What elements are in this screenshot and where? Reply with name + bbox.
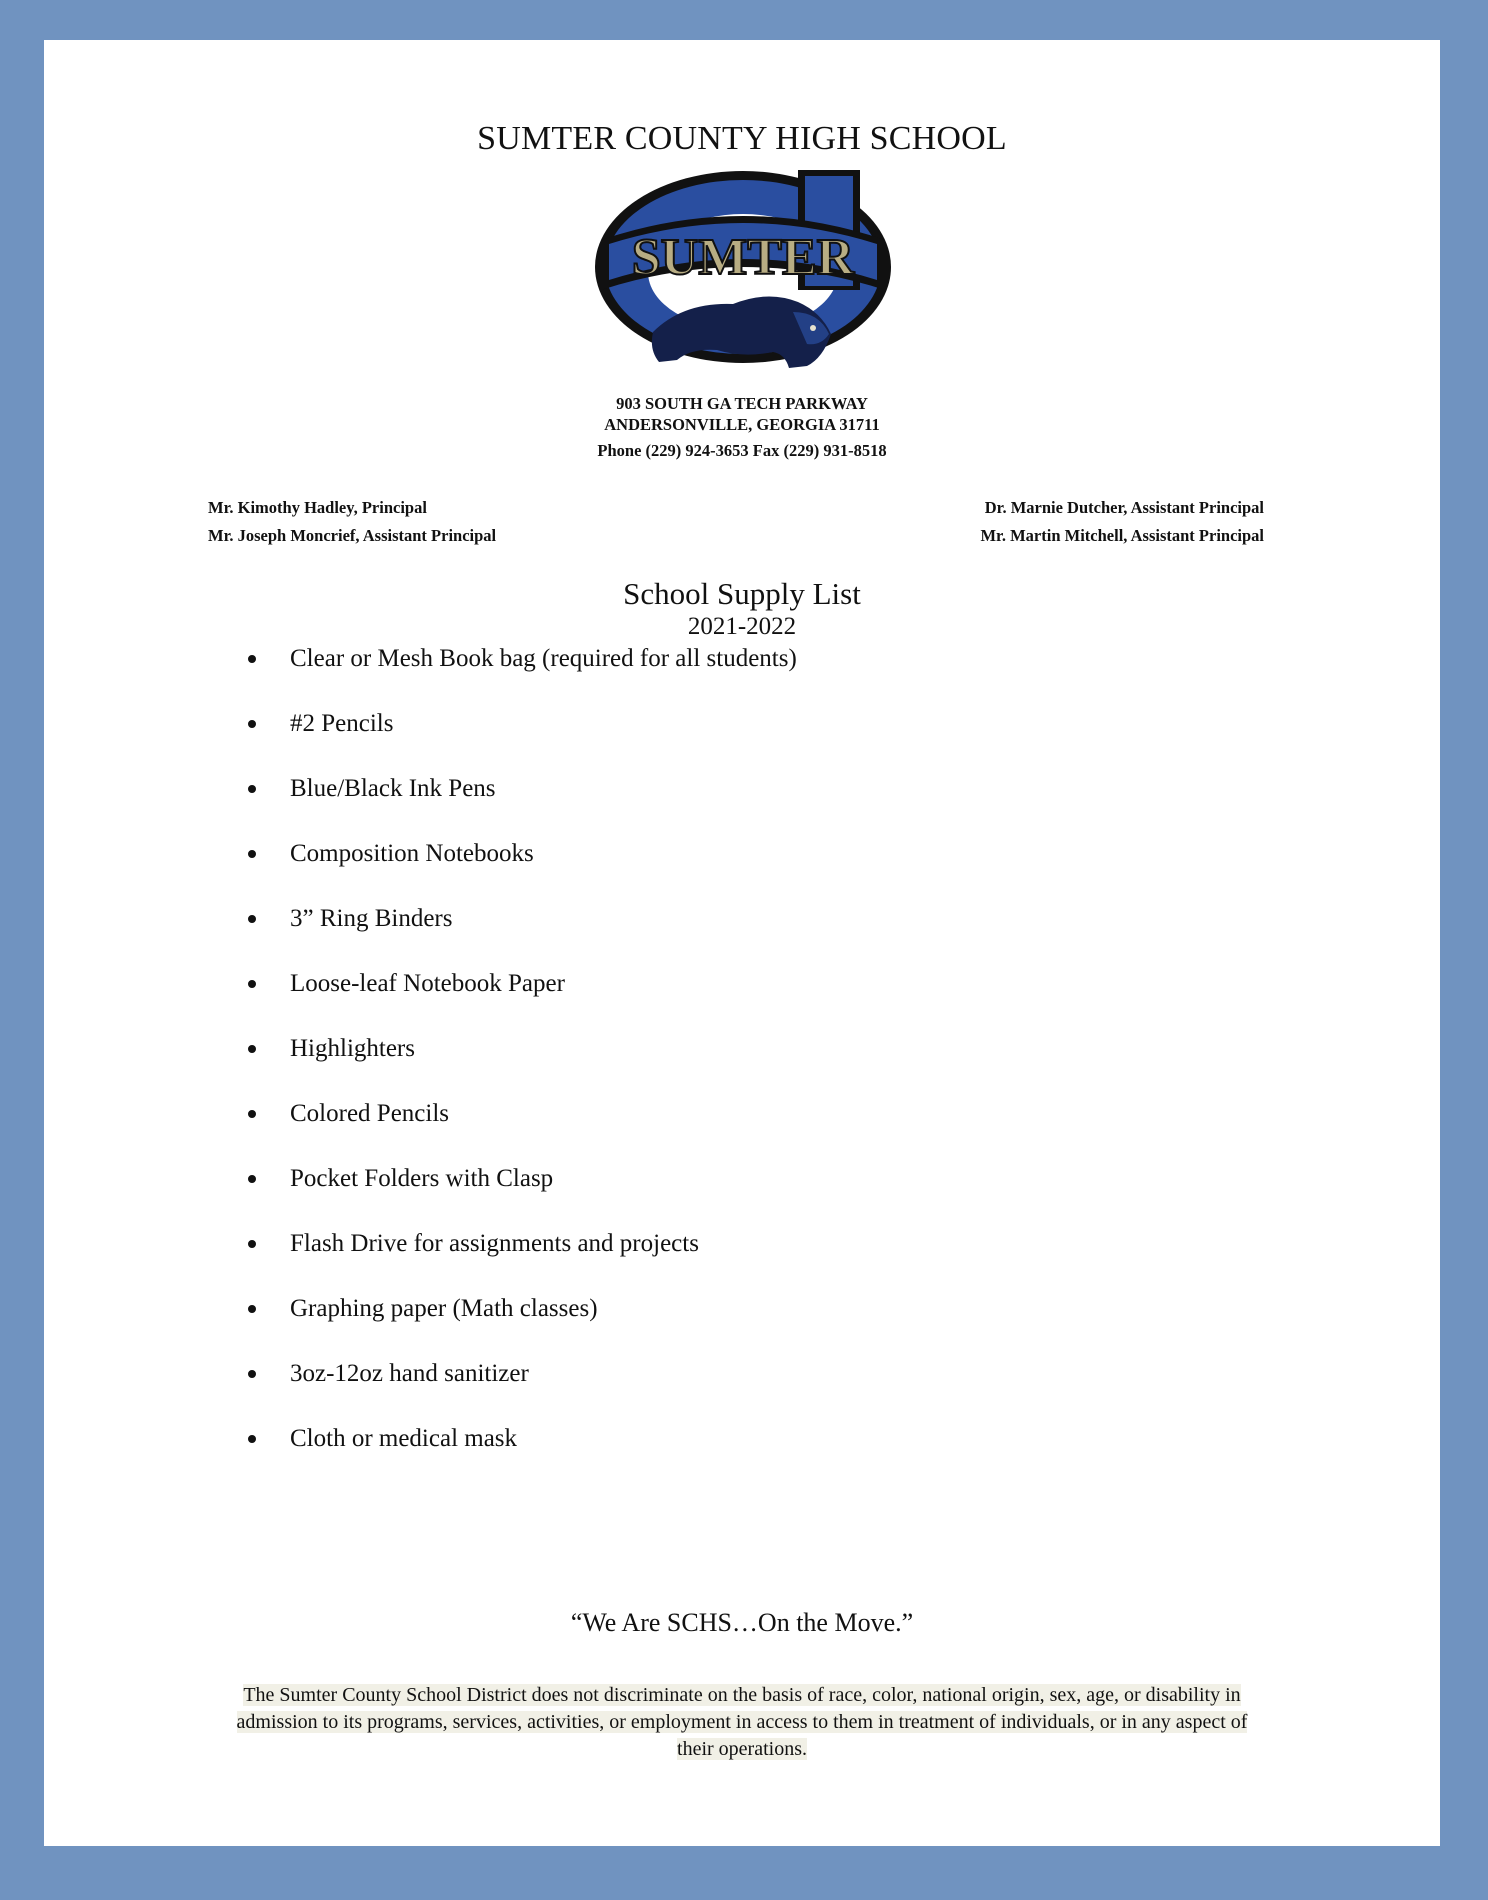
assistant-principal-name: Dr. Marnie Dutcher, Assistant Principal	[984, 498, 1264, 517]
bullet-icon	[248, 980, 256, 988]
school-address	[44, 393, 1440, 461]
school-name: SUMTER COUNTY HIGH SCHOOL	[477, 120, 1007, 157]
address-line-1: 903 SOUTH GA TECH PARKWAY	[616, 394, 868, 413]
bullet-icon	[248, 720, 256, 728]
school-motto: “We Are SCHS…On the Move.”	[570, 1608, 914, 1637]
bullet-icon	[248, 1370, 256, 1378]
bullet-icon	[248, 1110, 256, 1118]
notice-text: The Sumter County School District does not discriminate on the basis of race, color, national origin, sex, age, or disability in admission to its programs, services, activities, or employment in access to them in treatment of individuals, or in any aspect of their operations.	[236, 1684, 1248, 1760]
bullet-icon	[248, 655, 256, 663]
bullet-icon	[248, 785, 256, 793]
bullet-icon	[248, 1240, 256, 1248]
address-line-2: ANDERSONVILLE, GEORGIA 31711	[604, 415, 880, 434]
bullet-icon	[248, 1305, 256, 1313]
assistant-principal-name: Mr. Martin Mitchell, Assistant Principal	[980, 526, 1264, 545]
phone-fax: Phone (229) 924-3653 Fax (229) 931-8518	[597, 441, 887, 460]
supply-list-year: 2021-2022	[687, 613, 797, 640]
principal-name: Mr. Kimothy Hadley, Principal	[208, 498, 427, 517]
administration-right	[980, 494, 1264, 550]
nondiscrimination-notice	[220, 1682, 1264, 1763]
bullet-icon	[248, 1045, 256, 1053]
document-page: SUMTER COUNTY HIGH SCHOOL SUMTER 903 SOUTH GA TECH PARKWAY ANDERSONVILLE, GEORGIA 31711 Phone (229) 924-3653 Fax (229) 931-8518 Mr. Kimothy Hadley, Principal Mr. Joseph Moncrief, Assistant Principal Dr. Marnie Dutcher, Assistant Principal Mr. Martin Mitchell, Assistant Principal School Supply List 2021-2022 Clear or Mesh Book bag (required for all students) #2 Pencils Blue/Black Ink Pens Composition Notebooks 3” Ring Binders Loose-leaf Notebook Paper Highlighters Colored Pencils Pocket Folders with Clasp Flash Drive for assignments and projects Graphing paper (Math classes) 3oz-12oz hand sanitizer Cloth or medical mask “We Are SCHS…On the Move.” The Sumter County School District does not discriminate on the basis of race, color, national origin, sex, age, or disability in admission to its programs, services, activities, or employment in access to them in treatment of individuals, or in any aspect of their operations.	[44, 40, 1440, 1846]
bullet-icon	[248, 915, 256, 923]
sumter-panther-logo	[593, 162, 893, 372]
supply-list-title: School Supply List	[623, 576, 861, 611]
bullet-icon	[248, 1435, 256, 1443]
bullet-icon	[248, 1175, 256, 1183]
administration-left	[208, 494, 496, 550]
assistant-principal-name: Mr. Joseph Moncrief, Assistant Principal	[208, 526, 497, 545]
bullet-icon	[248, 850, 256, 858]
logo-wordmark: SUMTER	[631, 229, 855, 286]
